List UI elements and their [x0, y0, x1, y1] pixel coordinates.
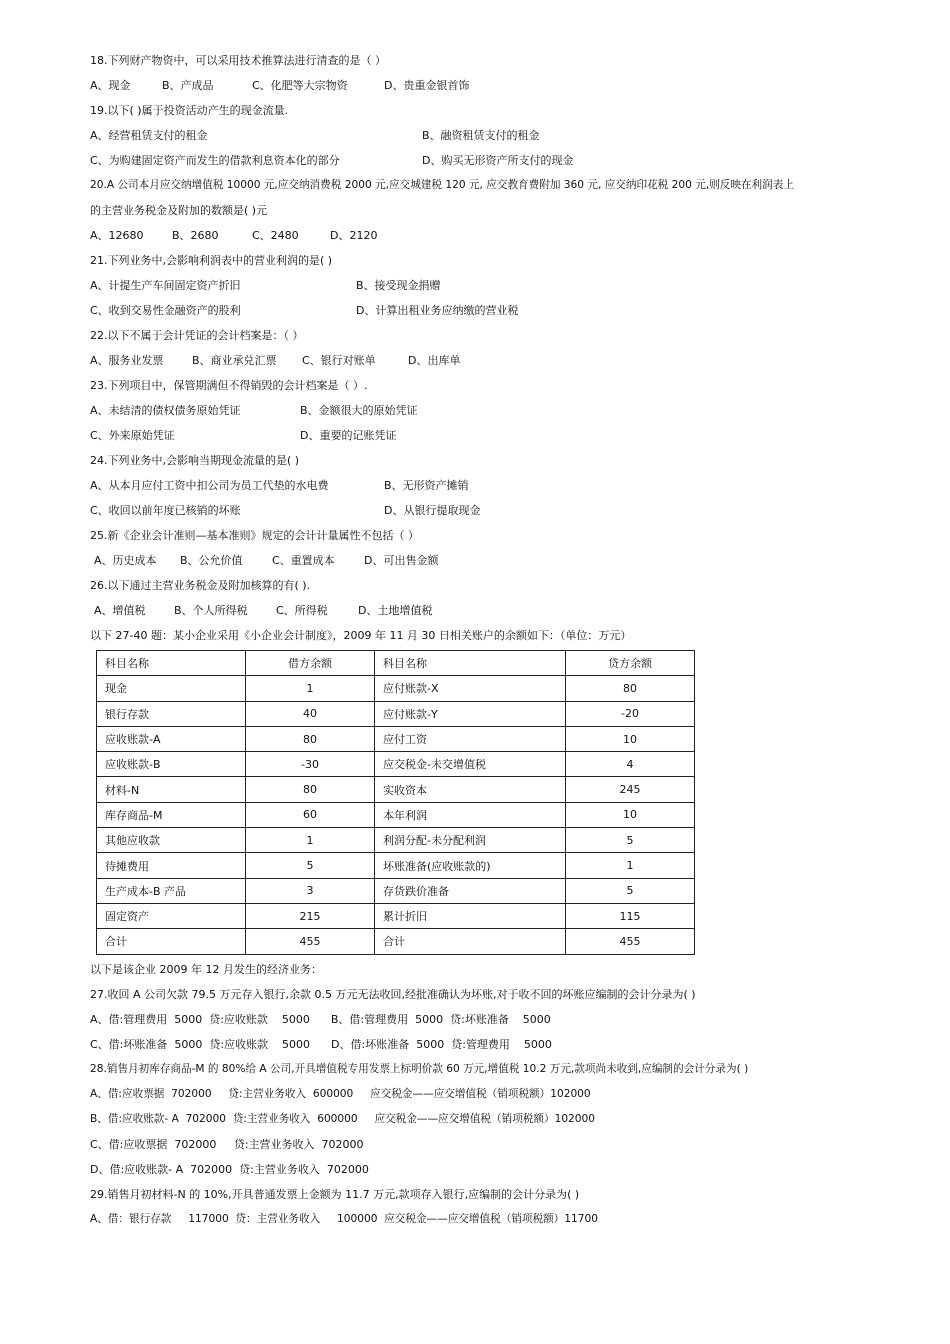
question-29-option-a: A、借：银行存款 117000 贷：主营业务收入 100000 应交税金——应交增值税（销项税额）11700	[90, 1212, 598, 1225]
cell: 应交税金-未交增值税	[375, 752, 566, 777]
option-b: B、商业承兑汇票	[192, 354, 277, 367]
cell: 应付工资	[375, 726, 566, 751]
option-a: A、从本月应付工资中扣公司为员工代垫的水电费	[90, 479, 329, 492]
cell: -20	[566, 701, 695, 726]
question-26-options	[90, 598, 880, 623]
question-24-options-ab	[90, 473, 880, 498]
option-d: D、2120	[330, 229, 378, 242]
cell: 60	[246, 802, 375, 827]
question-29-stem: 29.销售月初材料-N 的 10%,开具普通发票上金额为 11.7 万元,款项存入银行,应编制的会计分录为( )	[90, 1187, 580, 1201]
question-24-stem: 24.下列业务中,会影响当期现金流量的是( )	[90, 454, 300, 467]
option-a: A、服务业发票	[90, 354, 164, 367]
question-23-options-ab	[90, 398, 880, 423]
header-account-name-credit: 科目名称	[375, 651, 566, 676]
option-d: D、从银行提取现金	[384, 504, 481, 517]
table-row	[97, 828, 695, 853]
table-row	[97, 853, 695, 878]
cell: 合计	[375, 929, 566, 954]
question-25-options	[90, 548, 880, 573]
table-row	[97, 752, 695, 777]
question-20-stem-cont: 的主营业务税金及附加的数额是( )元	[90, 204, 268, 217]
cell: 10	[566, 726, 695, 751]
cell: 实收资本	[375, 777, 566, 802]
question-18-options	[90, 73, 880, 98]
question-27-stem: 27.收回 A 公司欠款 79.5 万元存入银行,余款 0.5 万元无法收回,经批准确认为坏账,对于收不回的坏账应编制的会计分录为( )	[90, 987, 696, 1001]
option-b: B、2680	[172, 229, 219, 242]
cell: 80	[246, 726, 375, 751]
cell: 材料-N	[97, 777, 246, 802]
cell: 245	[566, 777, 695, 802]
option-a: A、未结清的债权债务原始凭证	[90, 404, 241, 417]
cell: 455	[246, 929, 375, 954]
cell: 80	[566, 676, 695, 701]
balance-table	[96, 650, 695, 955]
cell: 本年利润	[375, 802, 566, 827]
cell: 115	[566, 903, 695, 928]
table-row	[97, 777, 695, 802]
table-row	[97, 878, 695, 903]
cell: 3	[246, 878, 375, 903]
cell: 坏账准备(应收账款的)	[375, 853, 566, 878]
option-c: C、银行对账单	[302, 354, 376, 367]
cell: 生产成本-B 产品	[97, 878, 246, 903]
option-b: B、个人所得税	[174, 604, 248, 617]
question-28-option-c: C、借:应收票据 702000 贷:主营业务收入 702000	[90, 1137, 364, 1151]
question-28-stem: 28.销售月初库存商品-M 的 80%给 A 公司,开具增值税专用发票上标明价款 60 万元,增值税 10.2 万元,款项尚未收到,应编制的会计分录为( )	[90, 1062, 749, 1075]
cell: 应付账款-X	[375, 676, 566, 701]
option-a: A、12680	[90, 229, 144, 242]
cell: 5	[566, 828, 695, 853]
table-header-row	[97, 651, 695, 676]
question-26-stem: 26.以下通过主营业务税金及附加核算的有( ).	[90, 579, 311, 592]
question-22-options	[90, 348, 880, 373]
question-19-stem: 19.以下( )属于投资活动产生的现金流量.	[90, 104, 289, 117]
option-c: C、外来原始凭证	[90, 429, 175, 442]
option-a: A、增值税	[94, 604, 146, 617]
option-d: D、购买无形资产所支付的现金	[422, 154, 574, 167]
cell: 累计折旧	[375, 903, 566, 928]
cell: 4	[566, 752, 695, 777]
option-c: C、收到交易性金融资产的股利	[90, 304, 241, 317]
table-row	[97, 726, 695, 751]
option-d: D、土地增值税	[358, 604, 433, 617]
question-18-stem: 18.下列财产物资中，可以采用技术推算法进行清查的是（ ）	[90, 54, 386, 67]
option-d: D、重要的记账凭证	[300, 429, 397, 442]
option-d: D、贵重金银首饰	[384, 79, 470, 92]
question-23-stem: 23.下列项目中，保管期满但不得销毁的会计档案是（ ）.	[90, 379, 368, 392]
question-28-option-b: B、借:应收账款- A 702000 贷:主营业务收入 600000 应交税金——应交增值税（销项税额）102000	[90, 1112, 596, 1125]
cell: 应付账款-Y	[375, 701, 566, 726]
cell: 待摊费用	[97, 853, 246, 878]
option-c: C、所得税	[276, 604, 328, 617]
option-c: C、化肥等大宗物资	[252, 79, 348, 92]
cell: 10	[566, 802, 695, 827]
option-c: C、重置成本	[272, 554, 335, 567]
option-c: C、2480	[252, 229, 299, 242]
cell: 存货跌价准备	[375, 878, 566, 903]
question-19-options-ab	[90, 123, 880, 148]
question-21-stem: 21.下列业务中,会影响利润表中的营业利润的是( )	[90, 254, 333, 267]
cell: 1	[246, 828, 375, 853]
cell: 应收账款-A	[97, 726, 246, 751]
question-25-stem: 25.新《企业会计准则—基本准则》规定的会计计量属性不包括（ ）	[90, 529, 419, 542]
question-22-stem: 22.以下不属于会计凭证的会计档案是：（ ）	[90, 329, 304, 342]
question-23-options-cd	[90, 423, 880, 448]
cell: 5	[246, 853, 375, 878]
question-28-option-d: D、借:应收账款- A 702000 贷:主营业务收入 702000	[90, 1162, 369, 1176]
question-19-options-cd	[90, 148, 880, 173]
header-debit-balance: 借方余额	[246, 651, 375, 676]
option-b: B、产成品	[162, 79, 214, 92]
question-21-options-ab	[90, 273, 880, 298]
cell: 5	[566, 878, 695, 903]
option-b: B、公允价值	[180, 554, 243, 567]
header-account-name-debit: 科目名称	[97, 651, 246, 676]
option-b: B、融资租赁支付的租金	[422, 129, 540, 142]
cell: 215	[246, 903, 375, 928]
document-page	[90, 48, 880, 1232]
table-intro: 以下 27-40 题：某小企业采用《小企业会计制度》，2009 年 11 月 30 日相关账户的余额如下：（单位：万元）	[90, 629, 632, 642]
option-a: A、计提生产车间固定资产折旧	[90, 279, 241, 292]
cell: 1	[566, 853, 695, 878]
table-total-row	[97, 929, 695, 954]
option-b: B、接受现金捐赠	[356, 279, 441, 292]
cell: 其他应收款	[97, 828, 246, 853]
cell: 合计	[97, 929, 246, 954]
cell: 40	[246, 701, 375, 726]
question-28-option-a: A、借:应收票据 702000 贷:主营业务收入 600000 应交税金——应交增值税（销项税额）102000	[90, 1087, 591, 1100]
question-24-options-cd	[90, 498, 880, 523]
option-a: A、历史成本	[94, 554, 157, 567]
option-d: D、可出售金额	[364, 554, 439, 567]
table-row	[97, 676, 695, 701]
business-intro: 以下是该企业 2009 年 12 月发生的经济业务：	[90, 962, 322, 976]
cell: 银行存款	[97, 701, 246, 726]
table-row	[97, 802, 695, 827]
cell: 应收账款-B	[97, 752, 246, 777]
table-row	[97, 903, 695, 928]
cell: 80	[246, 777, 375, 802]
question-20-options	[90, 223, 880, 248]
cell: 1	[246, 676, 375, 701]
question-27-options-ab: A、借:管理费用 5000 贷:应收账款 5000 B、借:管理费用 5000 贷:坏账准备 5000	[90, 1012, 551, 1026]
cell: 固定资产	[97, 903, 246, 928]
option-a: A、经营租赁支付的租金	[90, 129, 208, 142]
question-21-options-cd	[90, 298, 880, 323]
cell: -30	[246, 752, 375, 777]
question-27-options-cd: C、借:坏账准备 5000 贷:应收账款 5000 D、借:坏账准备 5000 贷:管理费用 5000	[90, 1037, 552, 1051]
option-d: D、出库单	[408, 354, 461, 367]
cell: 现金	[97, 676, 246, 701]
option-b: B、无形资产摊销	[384, 479, 469, 492]
cell: 利润分配-未分配利润	[375, 828, 566, 853]
option-d: D、计算出租业务应纳缴的营业税	[356, 304, 519, 317]
question-20-stem: 20.A 公司本月应交纳增值税 10000 元,应交纳消费税 2000 元,应交城建税 120 元, 应交教育费附加 360 元, 应交纳印花税 200 元,则反映在利润表上	[90, 179, 794, 191]
option-b: B、金额很大的原始凭证	[300, 404, 418, 417]
table-row	[97, 701, 695, 726]
cell: 库存商品-M	[97, 802, 246, 827]
option-c: C、为购建固定资产而发生的借款利息资本化的部分	[90, 154, 340, 167]
cell: 455	[566, 929, 695, 954]
option-a: A、现金	[90, 79, 131, 92]
header-credit-balance: 贷方余额	[566, 651, 695, 676]
option-c: C、收回以前年度已核销的坏账	[90, 504, 241, 517]
